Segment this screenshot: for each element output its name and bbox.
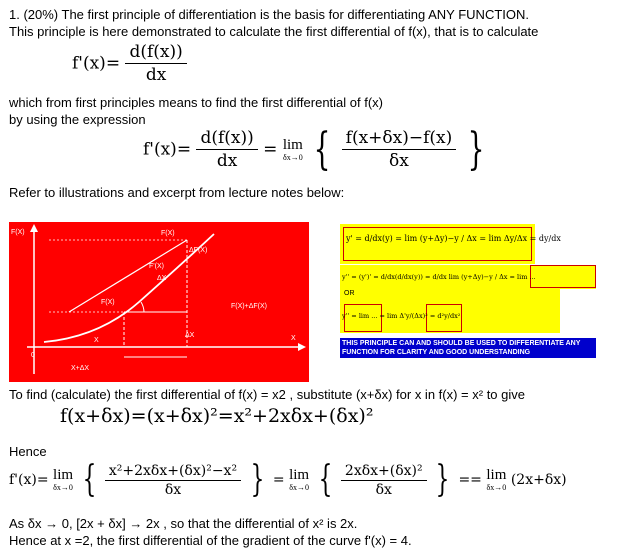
eq3-lim-word-3: lim bbox=[486, 467, 507, 483]
label-dx-bottom: ΔX bbox=[185, 332, 195, 339]
equation-3 bbox=[9, 460, 567, 500]
eq3-fraction-2 bbox=[341, 463, 427, 498]
eq1-lhs: f'(x)= bbox=[72, 53, 121, 74]
derivative-illustration bbox=[9, 222, 309, 382]
eq2-equals: = bbox=[263, 139, 278, 160]
label-fx-prime: F'(X) bbox=[149, 263, 164, 270]
label-fx-top: F(X) bbox=[161, 230, 175, 237]
eq3-equals-2: == bbox=[458, 472, 482, 488]
eq3-lim-word-1: lim bbox=[53, 467, 74, 483]
eq3-limit-2 bbox=[289, 468, 309, 492]
eq3-brace-2-left: { bbox=[318, 459, 332, 500]
eq3-rhs: (2x+δx) bbox=[510, 472, 567, 488]
hence-label: Hence bbox=[9, 444, 47, 459]
eq3-lim-word-2: lim bbox=[289, 467, 310, 483]
eq3-numerator-1: x²+2xδx+(δx)²−x² bbox=[105, 463, 241, 481]
notes-or: OR bbox=[344, 290, 355, 297]
eq2-denominator: dx bbox=[216, 151, 238, 171]
intro-line-4: by using the expression bbox=[9, 112, 146, 127]
label-x-plus-dx: X+ΔX bbox=[71, 365, 90, 372]
eq3-limit-3 bbox=[486, 468, 506, 492]
intro-line-2: This principle is here demonstrated to calculate the first differential of f(x), that is to calculate bbox=[9, 24, 539, 39]
label-origin: 0 bbox=[31, 352, 35, 359]
label-x-axis: X bbox=[291, 335, 296, 342]
eq2-left-brace: { bbox=[313, 123, 331, 175]
eq3-lim-sub-1: δx→0 bbox=[53, 483, 73, 492]
eq1-numerator: d(f(x)) bbox=[125, 42, 186, 64]
eq2-inner-numerator: f(x+δx)−f(x) bbox=[342, 128, 457, 150]
eq3-lim-sub-3: δx→0 bbox=[486, 483, 507, 492]
label-fx-mid: F(X) bbox=[101, 299, 115, 306]
angle-arc bbox=[141, 302, 144, 312]
label-fx-axis: F(X) bbox=[11, 229, 25, 236]
eq2-right-brace: } bbox=[467, 123, 485, 175]
eq2-fraction bbox=[196, 128, 257, 171]
eq3-brace-2-right: } bbox=[435, 459, 450, 500]
eq2-lhs: f'(x)= bbox=[143, 139, 192, 160]
conclusion-line-2: Hence at x =2, the first differential of the gradient of the curve f'(x) = 4. bbox=[9, 533, 412, 548]
intro-line-1: 1. (20%) The first principle of differentiation is the basis for differentiating ANY FUNCTION. bbox=[9, 7, 529, 22]
eq2-lim-word: lim bbox=[282, 136, 303, 153]
eq3-lim-sub-2: δx→0 bbox=[289, 483, 309, 492]
eq3-denominator-1: δx bbox=[164, 481, 182, 498]
label-fx-plus-dfx: F(X)+ΔF(X) bbox=[231, 303, 267, 310]
x-axis-arrow-icon bbox=[298, 343, 306, 351]
eq1-fraction bbox=[125, 42, 186, 85]
lecture-notes-panel bbox=[340, 224, 596, 360]
notes-red-frame-1 bbox=[343, 227, 532, 261]
eq3-equals-1: = bbox=[272, 472, 285, 488]
eq3-lhs: f'(x)= bbox=[9, 472, 49, 488]
eq2-inner-fraction bbox=[342, 128, 457, 171]
equation-1 bbox=[72, 42, 187, 85]
y-axis-arrow-icon bbox=[30, 224, 38, 232]
equation-2 bbox=[143, 123, 490, 175]
eq3-brace-1-left: { bbox=[82, 459, 96, 500]
conclusion-line-1: As δx → 0, [2x + δx] → 2x , so that the differential of x² is 2x. bbox=[9, 516, 358, 531]
intro-line-3: which from first principles means to find the first differential of f(x) bbox=[9, 95, 384, 110]
expansion-equation: f(x+δx)=(x+δx)²=x²+2xδx+(δx)² bbox=[60, 405, 374, 427]
notes-row-1: y' = d/dx(y) = lim (y+Δy)−y / Δx = lim Δy/Δx = dy/dx bbox=[346, 234, 561, 243]
eq3-fraction-1 bbox=[105, 463, 241, 498]
illustration-svg bbox=[9, 222, 309, 382]
eq2-numerator: d(f(x)) bbox=[196, 128, 257, 150]
eq2-lim-sub: δx→0 bbox=[282, 152, 303, 162]
label-x-mid: X bbox=[94, 337, 99, 344]
notes-row-3: y'' = lim ... = lim Δ'y/(Δx)² = d²y/dx² bbox=[342, 312, 461, 320]
eq3-numerator-2: 2xδx+(δx)² bbox=[341, 463, 427, 481]
task-line: To find (calculate) the first differential of f(x) = x2 , substitute (x+δx) for x in f(x) = x² to give bbox=[9, 387, 525, 402]
eq1-denominator: dx bbox=[145, 65, 167, 85]
eq2-inner-denominator: δx bbox=[389, 151, 409, 171]
intro-line-5: Refer to illustrations and excerpt from lecture notes below: bbox=[9, 185, 345, 200]
label-dfx: ΔF(X) bbox=[189, 247, 208, 254]
label-dx-small: ΔX bbox=[157, 275, 167, 282]
eq3-brace-1-right: } bbox=[250, 459, 264, 500]
notes-banner: THIS PRINCIPLE CAN AND SHOULD BE USED TO DIFFERENTIATE ANY FUNCTION FOR CLARITY AND GOOD UNDERSTANDING bbox=[340, 338, 596, 358]
eq3-limit-1 bbox=[53, 468, 73, 492]
notes-red-frame-2 bbox=[530, 265, 596, 288]
notes-row-2: y'' = (y')' = d/dx(d/dx(y)) = d/dx lim (y+Δy)−y / Δx = lim ... bbox=[342, 273, 536, 281]
eq3-denominator-2: δx bbox=[375, 481, 392, 498]
eq2-limit bbox=[283, 138, 303, 162]
